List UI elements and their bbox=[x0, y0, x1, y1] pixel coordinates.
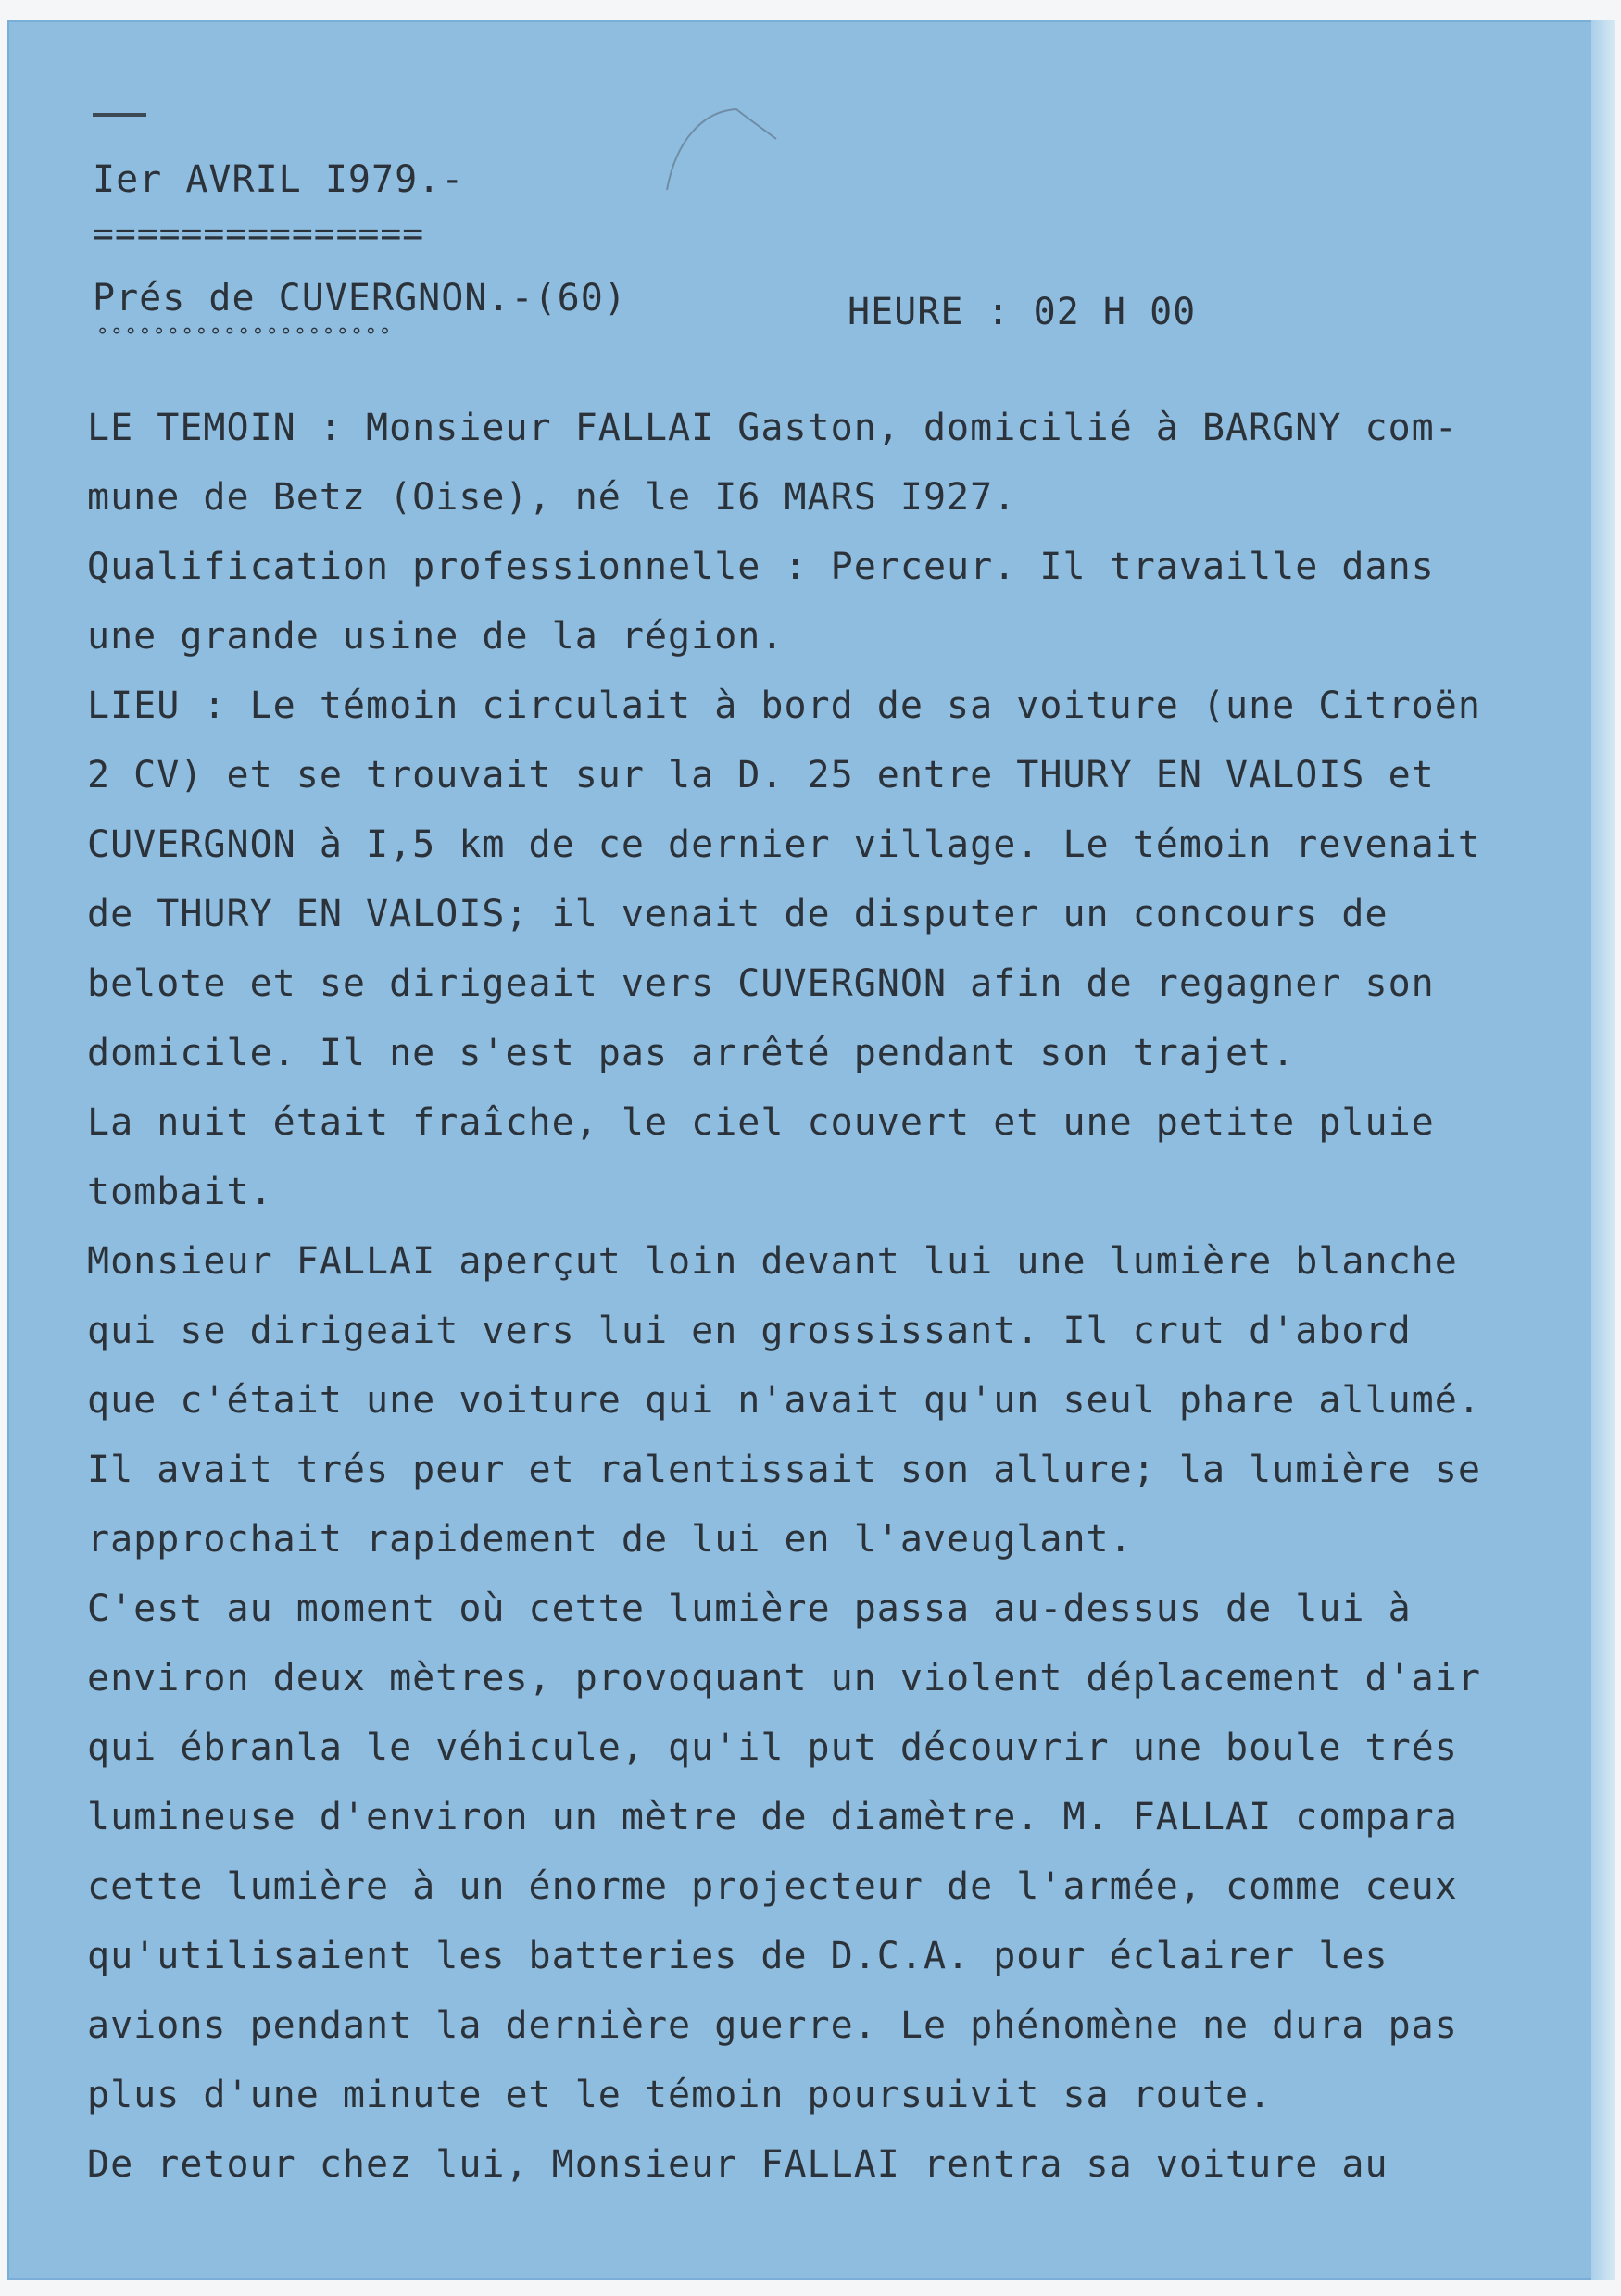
body-line: De retour chez lui, Monsieur FALLAI rentra sa voiture au bbox=[87, 2143, 1389, 2186]
body-line: cette lumière à un énorme projecteur de l'armée, comme ceux bbox=[87, 1865, 1458, 1908]
report-body bbox=[87, 394, 1569, 2186]
body-line: C'est au moment où cette lumière passa au-dessus de lui à bbox=[87, 1587, 1412, 1630]
body-line: que c'était une voiture qui n'avait qu'un seul phare allumé. bbox=[87, 1379, 1481, 1422]
body-line: belote et se dirigeait vers CUVERGNON afin de regagner son bbox=[87, 962, 1435, 1005]
paper-edge bbox=[1591, 20, 1615, 2280]
body-line: une grande usine de la région. bbox=[87, 615, 785, 658]
body-line: La nuit était fraîche, le ciel couvert et une petite pluie bbox=[87, 1101, 1435, 1144]
body-line: Il avait trés peur et ralentissait son allure; la lumière se bbox=[87, 1449, 1481, 1491]
body-line: de THURY EN VALOIS; il venait de disputer un concours de bbox=[87, 893, 1389, 935]
body-line: tombait. bbox=[87, 1171, 273, 1213]
body-line: mune de Betz (Oise), né le I6 MARS I927. bbox=[87, 476, 1017, 519]
date-heading: Ier AVRIL I979.- bbox=[93, 158, 465, 201]
body-line: CUVERGNON à I,5 km de ce dernier village. Le témoin revenait bbox=[87, 823, 1481, 866]
body-line: LIEU : Le témoin circulait à bord de sa voiture (une Citroën bbox=[87, 684, 1481, 727]
body-line: avions pendant la dernière guerre. Le phénomène ne dura pas bbox=[87, 2004, 1458, 2047]
body-line: plus d'une minute et le témoin poursuivit sa route. bbox=[87, 2074, 1273, 2116]
pen-mark bbox=[648, 102, 778, 194]
body-line: Monsieur FALLAI aperçut loin devant lui une lumière blanche bbox=[87, 1240, 1458, 1283]
body-line: qu'utilisaient les batteries de D.C.A. pour éclairer les bbox=[87, 1935, 1389, 1977]
place-heading: Prés de CUVERGNON.-(60) bbox=[93, 277, 627, 320]
body-line: environ deux mètres, provoquant un violent déplacement d'air bbox=[87, 1657, 1481, 1700]
top-rule bbox=[93, 113, 146, 117]
body-line: Qualification professionnelle : Perceur. Il travaille dans bbox=[87, 546, 1435, 588]
body-line: 2 CV) et se trouvait sur la D. 25 entre THURY EN VALOIS et bbox=[87, 754, 1435, 797]
body-line: qui se dirigeait vers lui en grossissant. Il crut d'abord bbox=[87, 1310, 1412, 1352]
body-line: qui ébranla le véhicule, qu'il put découvrir une boule trés bbox=[87, 1726, 1458, 1769]
place-underline: °°°°°°°°°°°°°°°°°°°°° bbox=[96, 325, 394, 348]
date-underline: =============== bbox=[93, 213, 425, 254]
body-line: domicile. Il ne s'est pas arrêté pendant son trajet. bbox=[87, 1032, 1296, 1074]
body-line: lumineuse d'environ un mètre de diamètre. M. FALLAI compara bbox=[87, 1796, 1458, 1838]
time-heading: HEURE : 02 H 00 bbox=[848, 291, 1197, 333]
body-line: LE TEMOIN : Monsieur FALLAI Gaston, domicilié à BARGNY com- bbox=[87, 407, 1458, 449]
body-line: rapprochait rapidement de lui en l'aveuglant. bbox=[87, 1518, 1133, 1561]
